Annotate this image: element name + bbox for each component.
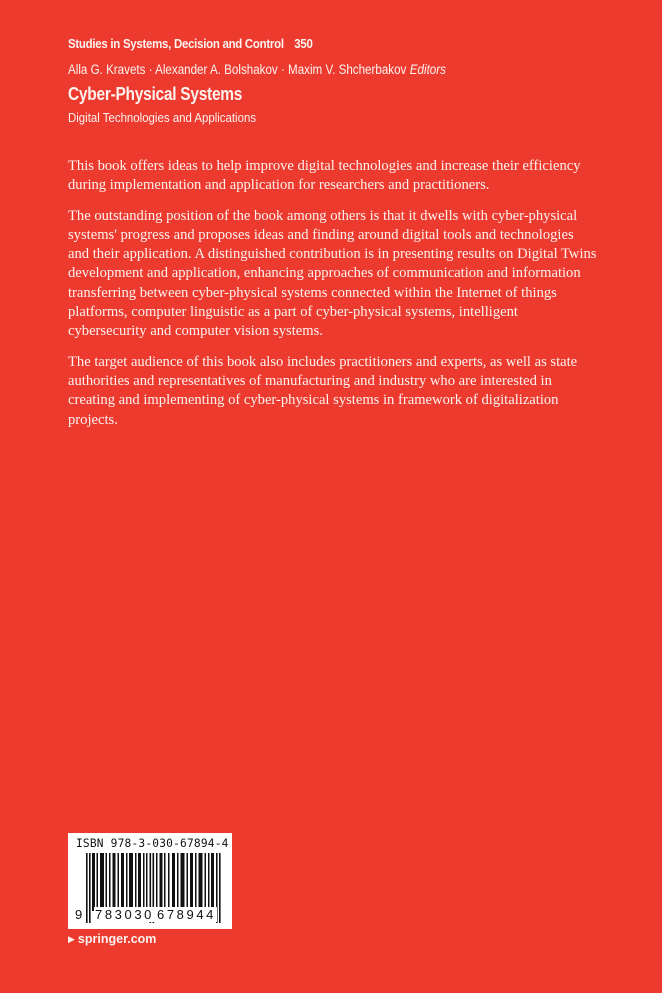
publisher-link-text[interactable]: springer.com	[77, 932, 157, 946]
blurb	[68, 157, 598, 441]
editors-role: Editors	[409, 62, 446, 77]
arrow-right-icon: ▶	[68, 934, 75, 944]
editors-line	[68, 62, 446, 77]
blurb-paragraph-1: This book offers ideas to help improve digital technologies and increase their efficiency during implementation and application for researchers and practitioners.	[68, 158, 581, 194]
book-title: Cyber-Physical Systems	[68, 84, 243, 104]
series-number: 350	[294, 36, 313, 51]
book-subtitle: Digital Technologies and Applications	[68, 110, 257, 125]
isbn-barcode	[68, 833, 232, 929]
barcode-digits	[68, 907, 232, 925]
blurb-paragraph-3: The target audience of this book also includes practitioners and experts, as well as state authorities and representatives of manufacturing and industry who are interested in creating and implementing of cyber-physical systems in framework of digitalization projects.	[68, 353, 578, 428]
barcode-left-group: 783030	[95, 907, 154, 922]
series-line	[68, 36, 313, 51]
series-name: Studies in Systems, Decision and Control	[68, 36, 284, 51]
barcode-right-group: 678944	[157, 907, 216, 922]
barcode-lead-digit: 9	[75, 907, 83, 922]
editor-names: Alla G. Kravets · Alexander A. Bolshakov · Maxim V. Shcherbakov	[68, 62, 407, 77]
publisher-link[interactable]	[68, 932, 156, 946]
blurb-paragraph-2: The outstanding position of the book among others is that it dwells with cyber-physical systems' progress and proposes ideas and finding around digital tools and technologies and their application. A distinguished contribution is in presenting results on Digital Twins development and application, enhancing approaches of communication and information transferring between cyber-physical systems connected within the Internet of things platforms, computer linguistic as a part of cyber-physical systems, intelligent cybersecurity and computer vision systems.	[68, 207, 597, 340]
isbn-label: ISBN 978-3-030-67894-4	[76, 837, 229, 850]
